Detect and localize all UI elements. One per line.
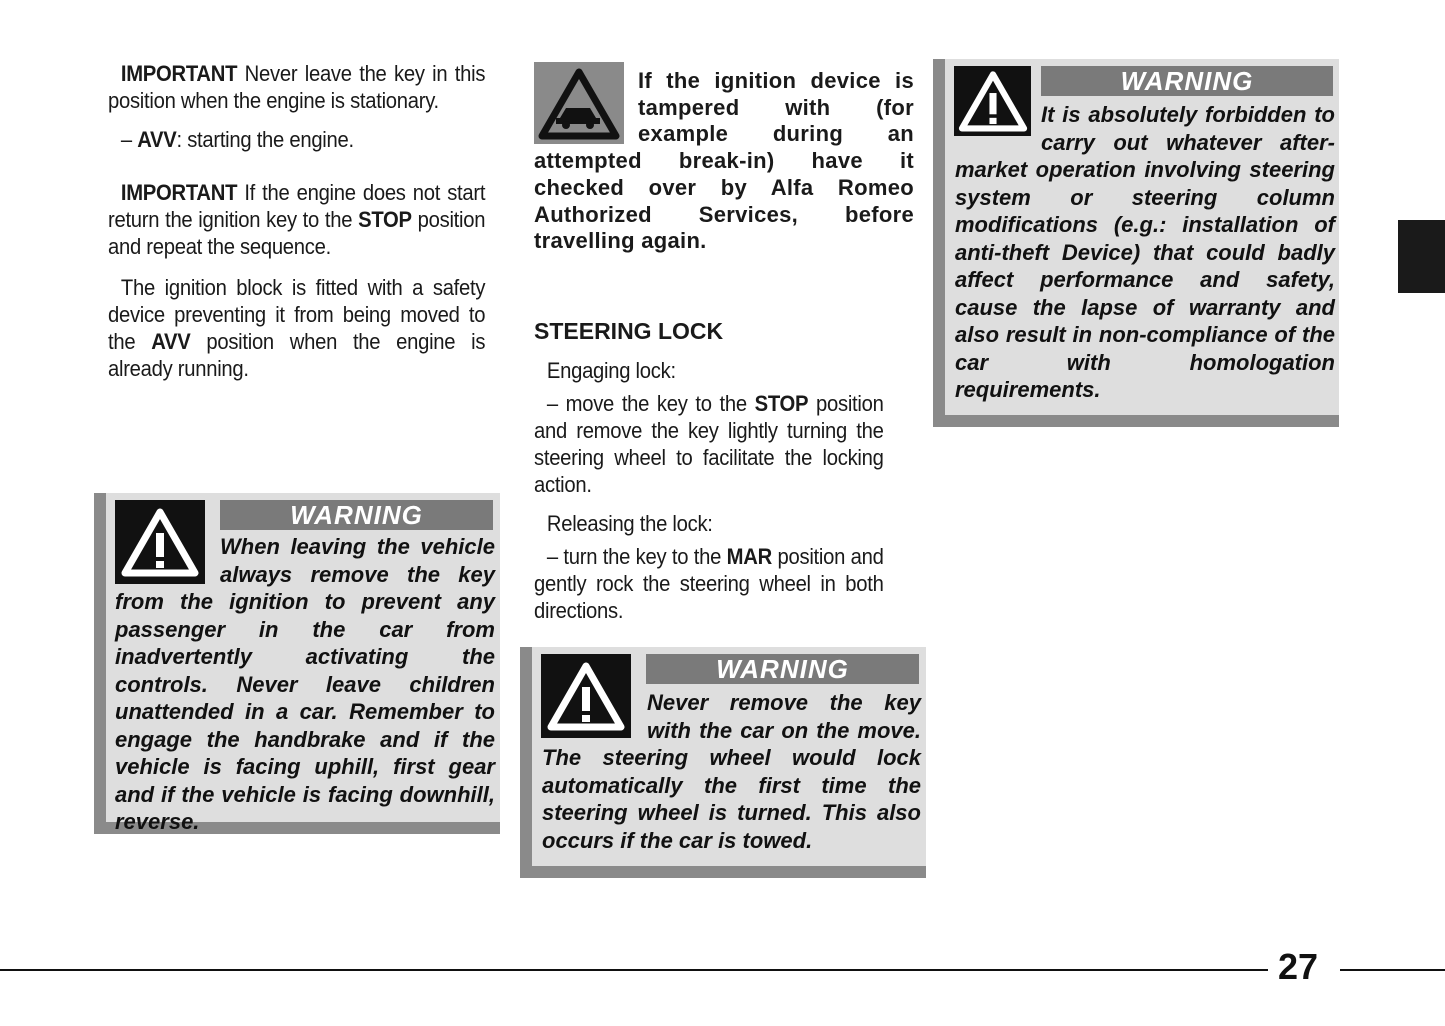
warning-title: WARNING xyxy=(220,500,493,530)
column-middle xyxy=(534,62,914,624)
paragraph-text: position and remove the key lightly turning the steering wheel to facilitate the locking action. xyxy=(534,390,884,497)
box-shadow xyxy=(94,493,106,834)
column-left xyxy=(108,60,518,382)
warning-box-middle xyxy=(520,647,926,878)
paragraph-safety-device xyxy=(108,274,485,382)
releasing-lock-label: Releasing the lock: xyxy=(546,510,713,536)
important-label: IMPORTANT xyxy=(120,61,238,86)
warning-title: WARNING xyxy=(646,654,919,684)
stop-label: STOP xyxy=(754,390,809,416)
warning-text-content: It is absolutely forbidden to carry out whatever after-market operation involving steering system or steering column modifications (e.g.: installation of anti-theft Device) that could badly affect performance and safety, cause the lapse of warranty and also result in non-compliance of the car with homologation requirements. xyxy=(955,102,1335,402)
steering-lock-heading: STEERING LOCK xyxy=(534,317,724,344)
paragraph-text: position and gently rock the steering wheel in both directions. xyxy=(534,543,884,623)
footer-rule-left xyxy=(0,969,1268,971)
warning-text xyxy=(955,101,1335,404)
releasing-instructions xyxy=(534,543,884,624)
paragraph-text: Never leave the key in this position when the engine is stationary. xyxy=(108,61,486,113)
engaging-lock-label: Engaging lock: xyxy=(546,357,676,383)
paragraph-text: position when the engine is already running. xyxy=(108,329,486,381)
mar-label: MAR xyxy=(726,543,772,569)
paragraph-text: : starting the engine. xyxy=(176,127,354,152)
paragraph-text: – move the key to the xyxy=(546,390,755,416)
paragraph-important-1 xyxy=(108,60,485,114)
box-shadow xyxy=(933,59,945,427)
paragraph-text: position and repeat the sequence. xyxy=(108,207,486,259)
warning-text-content: When leaving the vehicle always remove the key from the ignition to prevent any passenger in the car from inadvertently activating the controls. Never leave children unattended in a car. Remember to engage the handbrake and if the vehicle is facing uphill, first gear and if the vehicle is facing downhill, reverse. xyxy=(115,534,495,834)
engaging-instructions xyxy=(534,390,884,498)
tamper-text: If the ignition device is tampered with (for example during an attempted break-in) have it checked over by Alfa Romeo Authorized Services, before travelling again. xyxy=(534,68,914,254)
footer-rule-right xyxy=(1340,969,1445,971)
avv-label: AVV xyxy=(151,329,191,354)
car-triangle-icon xyxy=(534,62,624,144)
box-shadow xyxy=(933,415,1339,427)
paragraph-avv xyxy=(108,126,485,153)
warning-box-left xyxy=(94,493,500,834)
paragraph-text: The ignition block is fitted with a safety device preventing it from being moved to the xyxy=(108,275,486,354)
paragraph-important-2 xyxy=(108,179,485,260)
warning-box-right xyxy=(933,59,1339,427)
avv-label: AVV xyxy=(137,127,177,152)
box-shadow xyxy=(520,866,926,878)
section-tab-marker xyxy=(1398,220,1445,293)
warning-text xyxy=(542,689,921,854)
box-shadow xyxy=(520,647,532,878)
stop-label: STOP xyxy=(358,207,412,232)
tamper-notice xyxy=(534,62,914,255)
dash: – xyxy=(120,127,138,152)
paragraph-text: – turn the key to the xyxy=(546,543,727,569)
important-label: IMPORTANT xyxy=(120,180,238,205)
paragraph-text: If the engine does not start return the ignition key to the xyxy=(108,180,486,232)
warning-text-content: Never remove the key with the car on the move. The steering wheel would lock automatically the first time the steering wheel is turned. This also occurs if the car is towed. xyxy=(542,690,921,853)
warning-text xyxy=(115,533,495,836)
warning-title: WARNING xyxy=(1041,66,1333,96)
page-number: 27 xyxy=(1278,946,1319,987)
